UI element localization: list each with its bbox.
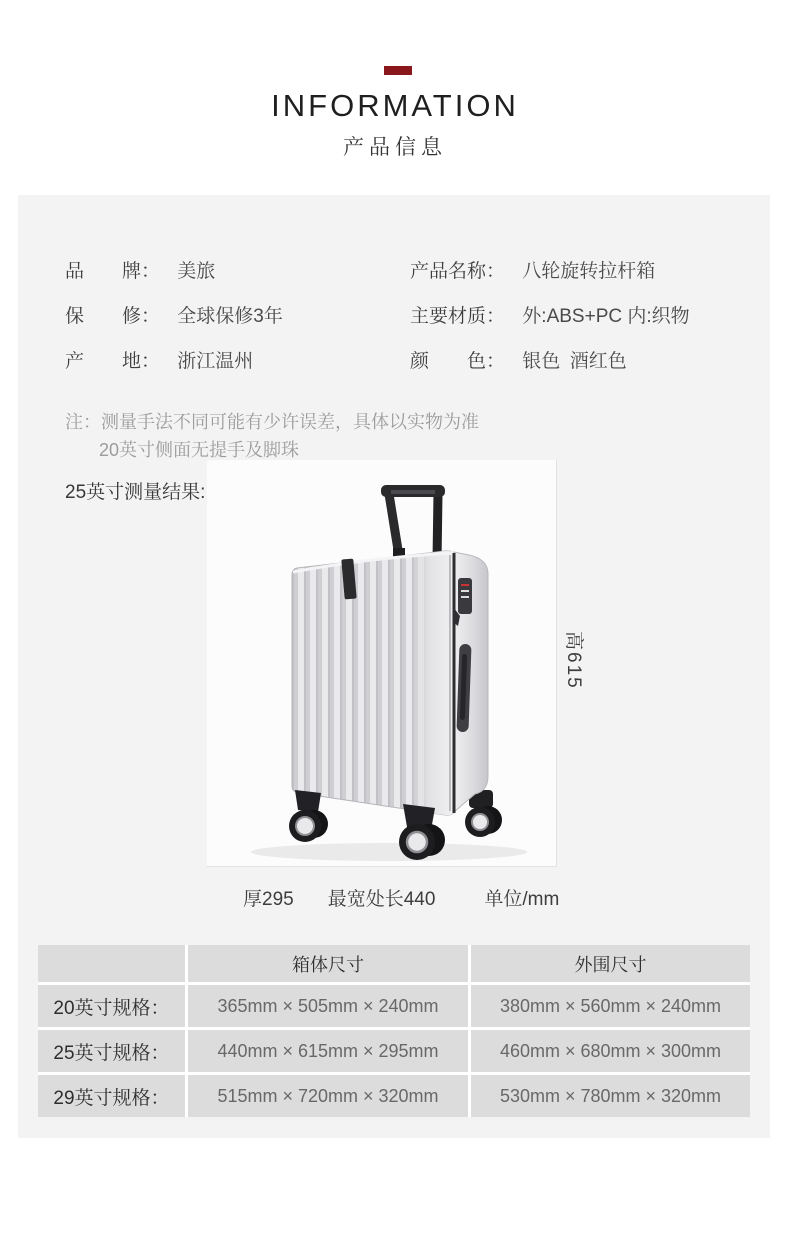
measurement-result-title: 25英寸测量结果: (65, 482, 206, 503)
accent-bar (384, 66, 412, 75)
table-row-20-label: 20英寸规格： (38, 985, 185, 1027)
unit-label: 单位/mm (484, 889, 560, 910)
table-row-20-outer: 380mm × 560mm × 240mm (471, 985, 750, 1027)
dimension-captions (243, 884, 559, 911)
measurement-note-line2: 20英寸侧面无提手及脚珠 (99, 440, 300, 460)
luggage-illustration (207, 460, 556, 866)
table-row-29-label: 29英寸规格： (38, 1075, 185, 1117)
table-row-25-outer: 460mm × 680mm × 300mm (471, 1030, 750, 1072)
field-brand-label: 品 牌： (65, 261, 161, 282)
table-row-29-body: 515mm × 720mm × 320mm (188, 1075, 468, 1117)
field-color-label: 颜 色： (410, 351, 506, 372)
field-warranty-label: 保 修： (65, 306, 161, 327)
floor-shadow (251, 843, 527, 861)
field-brand (65, 256, 215, 283)
table-row-25-body: 440mm × 615mm × 295mm (188, 1030, 468, 1072)
field-material-value: 外:ABS+PC 内:织物 (522, 306, 690, 327)
field-product-name (410, 256, 655, 283)
product-photo (207, 460, 557, 867)
case-front-smooth-area (410, 551, 454, 815)
field-warranty-value: 全球保修3年 (177, 306, 283, 327)
tsa-lock (458, 578, 472, 614)
field-origin-label: 产 地： (65, 351, 161, 372)
table-header-body-size: 箱体尺寸 (188, 945, 468, 982)
field-origin (65, 346, 253, 373)
field-color-value: 银色 酒红色 (522, 351, 627, 372)
table-row-20-body: 365mm × 505mm × 240mm (188, 985, 468, 1027)
thickness-label: 厚295 (243, 889, 294, 910)
field-product-name-label: 产品名称： (410, 261, 506, 282)
section-title-zh: 产品信息 (343, 136, 447, 159)
table-row-29-outer: 530mm × 780mm × 320mm (471, 1075, 750, 1117)
field-material-label: 主要材质： (410, 306, 506, 327)
field-product-name-value: 八轮旋转拉杆箱 (522, 261, 656, 282)
field-brand-value: 美旅 (177, 261, 216, 282)
widest-label: 最宽处长440 (327, 889, 436, 910)
measurement-note-line1: 注：测量手法不同可能有少许误差，具体以实物为准 (65, 412, 479, 432)
height-dimension-label: 高615 (563, 631, 584, 690)
field-color (410, 346, 627, 373)
size-spec-table (38, 945, 750, 1117)
table-row-25-label: 25英寸规格： (38, 1030, 185, 1072)
table-header-outer-size: 外围尺寸 (471, 945, 750, 982)
spinner-wheel-left (289, 790, 328, 842)
table-header-empty (38, 945, 185, 982)
section-title-en: INFORMATION (271, 88, 519, 123)
field-origin-value: 浙江温州 (177, 351, 254, 372)
field-material (410, 301, 690, 328)
trolley-handle (381, 485, 445, 562)
field-warranty (65, 301, 283, 328)
